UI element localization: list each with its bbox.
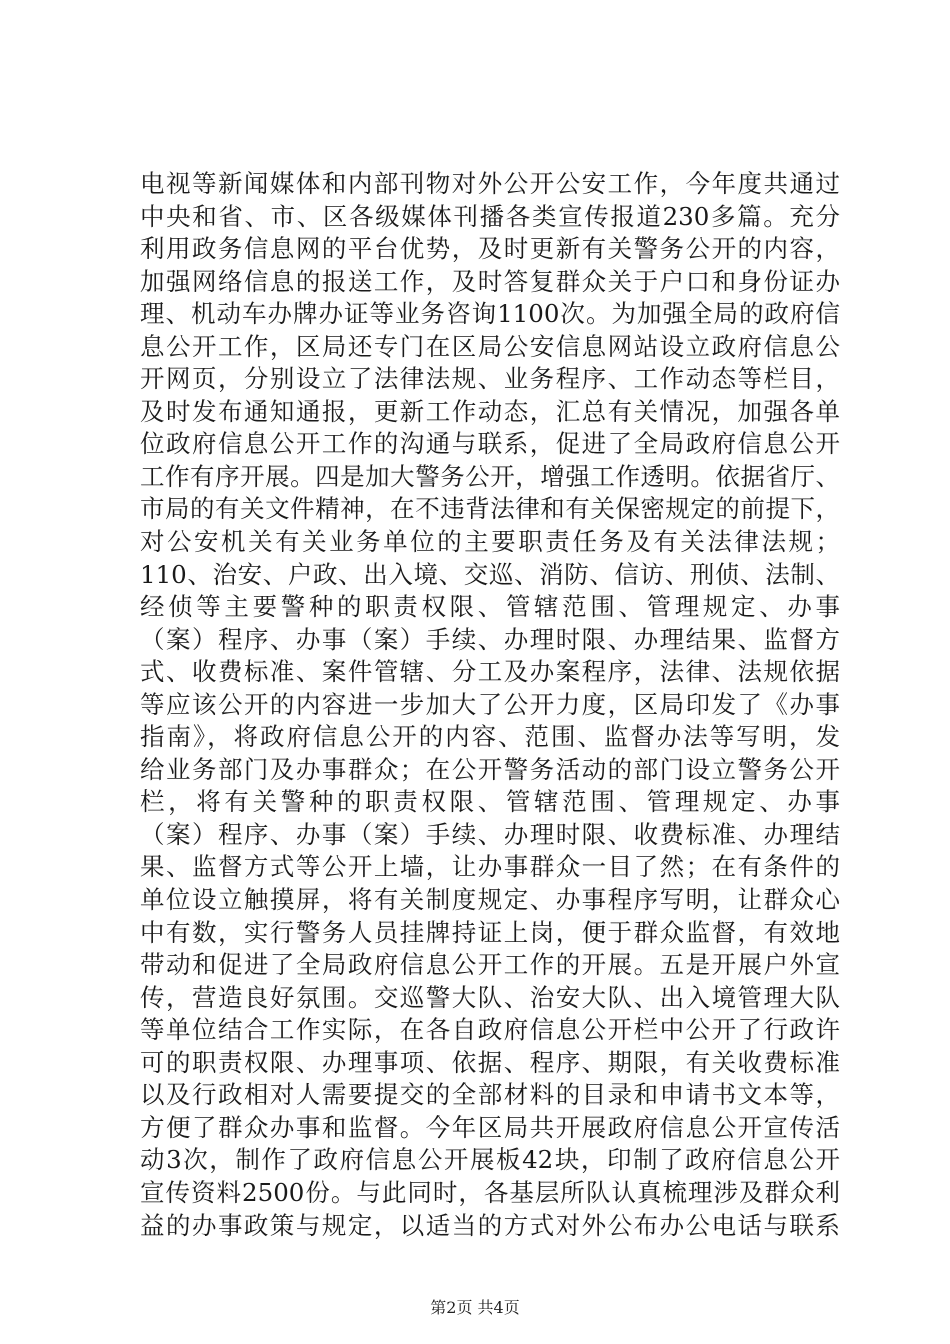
text-line: 开网页，分别设立了法律法规、业务程序、工作动态等栏目，: [140, 364, 840, 394]
text-line: 市局的有关文件精神，在不违背法律和有关保密规定的前提下，: [140, 494, 840, 524]
text-line: 果、监督方式等公开上墙，让办事群众一目了然；在有条件的: [140, 852, 840, 882]
text-line: （案）程序、办事（案）手续、办理时限、办理结果、监督方: [140, 624, 840, 654]
text-line: 电视等新闻媒体和内部刊物对外公开公安工作，今年度共通过: [140, 169, 840, 198]
text-line: 位政府信息公开工作的沟通与联系，促进了全局政府信息公开: [140, 429, 840, 459]
text-line: 给业务部门及办事群众；在公开警务活动的部门设立警务公开: [140, 754, 840, 784]
text-line: 栏，将有关警种的职责权限、管辖范围、管理规定、办事: [140, 787, 840, 817]
text-line: 中有数，实行警务人员挂牌持证上岗，便于群众监督，有效地: [140, 917, 840, 947]
text-line: 方便了群众办事和监督。今年区局共开展政府信息公开宣传活: [140, 1112, 840, 1142]
text-line: 等应该公开的内容进一步加大了公开力度，区局印发了《办事: [140, 689, 840, 719]
page-number-footer: 第2页 共4页: [430, 1298, 520, 1317]
text-line: 加强网络信息的报送工作，及时答复群众关于户口和身份证办: [140, 266, 840, 296]
text-line: 经侦等主要警种的职责权限、管辖范围、管理规定、办事: [140, 592, 840, 622]
text-line: 单位设立触摸屏，将有关制度规定、办事程序写明，让群众心: [140, 885, 840, 915]
text-line: 及时发布通知通报，更新工作动态，汇总有关情况，加强各单: [140, 396, 840, 426]
text-line: 益的办事政策与规定，以适当的方式对外公布办公电话与联系: [140, 1210, 840, 1240]
text-line: 对公安机关有关业务单位的主要职责任务及有关法律法规；: [140, 527, 840, 557]
body-paragraph: [140, 168, 840, 1242]
text-line: 以及行政相对人需要提交的全部材料的目录和申请书文本等，: [140, 1080, 840, 1110]
text-line: 110、治安、户政、出入境、交巡、消防、信访、刑侦、法制、: [140, 559, 840, 589]
text-line: 动3次，制作了政府信息公开展板42块，印制了政府信息公开: [140, 1145, 840, 1175]
text-line: （案）程序、办事（案）手续、办理时限、收费标准、办理结: [140, 819, 840, 849]
text-line: 利用政务信息网的平台优势，及时更新有关警务公开的内容，: [140, 234, 840, 264]
text-line: 工作有序开展。四是加大警务公开，增强工作透明。依据省厅、: [140, 461, 840, 491]
text-line: 传，营造良好氛围。交巡警大队、治安大队、出入境管理大队: [140, 982, 840, 1012]
text-line: 可的职责权限、办理事项、依据、程序、期限，有关收费标准: [140, 1047, 840, 1077]
text-line: 指南》，将政府信息公开的内容、范围、监督办法等写明，发: [140, 722, 840, 752]
text-line: 中央和省、市、区各级媒体刊播各类宣传报道230多篇。充分: [140, 201, 840, 231]
text-line: 式、收费标准、案件管辖、分工及办案程序，法律、法规依据: [140, 657, 840, 687]
text-line: 宣传资料2500份。与此同时，各基层所队认真梳理涉及群众利: [140, 1177, 840, 1207]
text-line: 理、机动车办牌办证等业务咨询1100次。为加强全局的政府信: [140, 299, 840, 329]
text-line: 息公开工作，区局还专门在区局公安信息网站设立政府信息公: [140, 331, 840, 361]
text-line: 等单位结合工作实际，在各自政府信息公开栏中公开了行政许: [140, 1015, 840, 1045]
text-line: 带动和促进了全局政府信息公开工作的开展。五是开展户外宣: [140, 950, 840, 980]
